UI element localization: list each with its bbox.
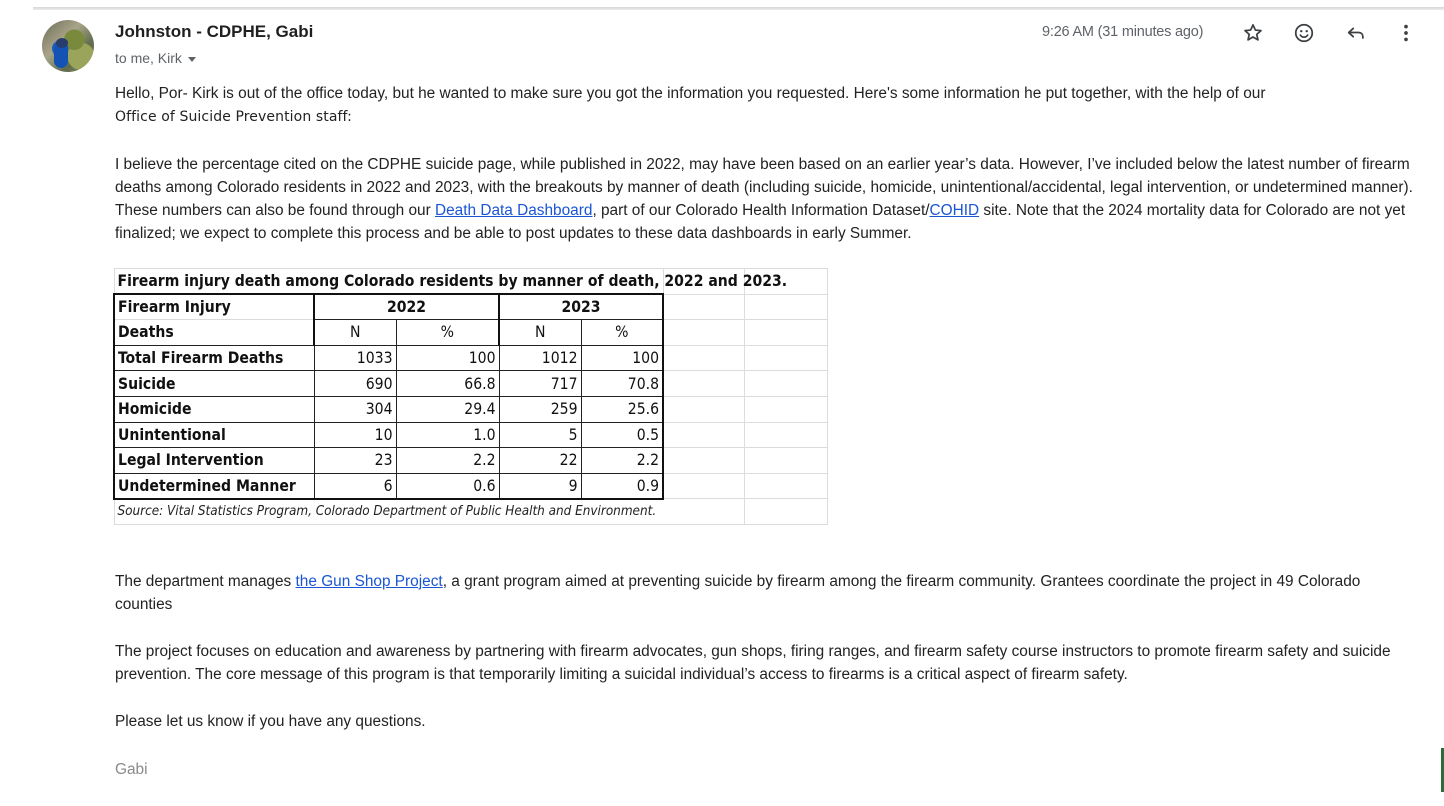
project-focus-paragraph: The project focuses on education and awareness by partnering with firearm advocates, gun shops, firing ranges, and firearm safety course instructors to promote firearm safety and suicide prevention. The core message of this program is that temporarily limiting a suicidal individual’s access to firearms is a critical aspect of firearm safety. [115,643,1391,683]
timestamp: 9:26 AM (31 minutes ago) [1042,24,1204,40]
table-row [114,473,827,499]
greeting-paragraph [115,82,1265,129]
cell-pct-2023: 100 [581,345,663,371]
paragraph-text: I believe the percentage cited on the CDPHE suicide page, while published in 2022, may have been based on an earlier year’s data. However, I’ve included below the latest number of firearm deaths among Colorado residents in 2022 and 2023, with the breakouts by manner of death (including suicide, homicide, unintentional/accidental, legal intervention, or undetermined manner). These numbers can also be found through our [115,156,1413,219]
paragraph-text: , part of our Colorado Health Information Dataset/ [592,202,930,219]
reply-icon [1345,22,1367,44]
cell-pct-2022: 100 [396,345,499,371]
more-vert-icon [1395,22,1417,44]
greeting-line-1: Hello, Por- Kirk is out of the office today, but he wanted to make sure you got the information you requested. Here's some information he put together, with the help of our [115,85,1266,102]
firearm-deaths-table [113,268,828,525]
empty-cell [744,294,827,320]
cell-n-2023: 1012 [499,345,581,371]
cell-pct-2023: 0.5 [581,422,663,448]
star-icon [1242,22,1264,44]
empty-cell [744,499,827,525]
table-row [114,371,827,397]
table-header-row-2 [114,320,827,346]
table-title: Firearm injury death among Colorado residents by manner of death, 2022 and 2023. [114,269,663,295]
cell-pct-2022: 66.8 [396,371,499,397]
empty-cell [744,396,827,422]
cell-n-2023: 717 [499,371,581,397]
gun-shop-project-link[interactable]: the Gun Shop Project [295,573,443,590]
empty-cell [744,320,827,346]
paragraph-text: site. Note that the 2024 mortality data for Colorado are not yet finalized; we expect to complete this process and be able to post updates to these data dashboards in early Summer. [115,202,1406,242]
cell-n-2023: 259 [499,396,581,422]
table-header-row-1 [114,294,827,320]
column-header-deaths: Deaths [114,320,314,346]
row-label: Homicide [114,396,314,422]
recipients-label: to me, Kirk [115,50,182,66]
cell-pct-2022: 0.6 [396,473,499,499]
empty-cell [744,371,827,397]
empty-cell [744,422,827,448]
empty-cell [663,473,744,499]
table-row [114,345,827,371]
row-label: Total Firearm Deaths [114,345,314,371]
column-header-label: Firearm Injury [114,294,314,320]
empty-cell [663,371,744,397]
empty-cell [663,320,744,346]
recipients-dropdown[interactable] [115,50,196,66]
column-header-2023: 2023 [499,294,663,320]
cell-n-2023: 9 [499,473,581,499]
sender-avatar[interactable] [42,20,94,72]
firearm-deaths-table-image [113,268,826,524]
row-label: Suicide [114,371,314,397]
row-label: Undetermined Manner [114,473,314,499]
cell-n-2022: 23 [314,448,396,474]
cell-n-2022: 304 [314,396,396,422]
empty-cell [663,422,744,448]
cell-n-2023: 22 [499,448,581,474]
column-header-pct-2022: % [396,320,499,346]
column-header-n-2023: N [499,320,581,346]
table-row [114,396,827,422]
cell-pct-2022: 1.0 [396,422,499,448]
death-data-dashboard-link[interactable]: Death Data Dashboard [435,202,593,219]
cohid-link[interactable]: COHID [929,202,980,219]
top-divider [33,7,1444,10]
cell-n-2023: 5 [499,422,581,448]
empty-cell [663,294,744,320]
empty-cell [744,448,827,474]
signature: Gabi [115,761,148,778]
more-options-button[interactable] [1393,20,1419,46]
row-label: Unintentional [114,422,314,448]
empty-cell [744,345,827,371]
column-header-pct-2023: % [581,320,663,346]
cell-n-2022: 6 [314,473,396,499]
add-reaction-button[interactable] [1291,20,1317,46]
table-row [114,422,827,448]
closing-paragraph: Please let us know if you have any questions. [115,713,426,730]
cell-pct-2023: 0.9 [581,473,663,499]
cell-pct-2022: 2.2 [396,448,499,474]
cell-pct-2023: 2.2 [581,448,663,474]
paragraph-text: , a grant program aimed at preventing suicide by firearm among the firearm community. Grantees coordinate the project in 49 Colorado counties [115,573,1361,613]
table-row [114,448,827,474]
empty-cell [663,396,744,422]
cell-n-2022: 1033 [314,345,396,371]
empty-cell [663,345,744,371]
reply-button[interactable] [1343,20,1369,46]
cell-n-2022: 690 [314,371,396,397]
sender-name[interactable]: Johnston - CDPHE, Gabi [115,22,314,41]
column-header-2022: 2022 [314,294,499,320]
chevron-down-icon [188,57,196,62]
greeting-line-2: Office of Suicide Prevention staff: [115,109,352,125]
data-explanation-paragraph [115,153,1415,245]
cell-pct-2022: 29.4 [396,396,499,422]
empty-cell [663,448,744,474]
table-source-row [114,499,827,525]
column-header-n-2022: N [314,320,396,346]
emoji-icon [1293,22,1315,44]
paragraph-text: The department manages [115,573,296,590]
avatar-peacock-head [56,38,68,48]
row-label: Legal Intervention [114,448,314,474]
cell-pct-2023: 70.8 [581,371,663,397]
empty-cell [744,473,827,499]
gun-shop-project-paragraph [115,570,1415,616]
table-title-row [114,269,827,295]
table-source-note: Source: Vital Statistics Program, Colorado Department of Public Health and Environment. [114,499,744,525]
cell-n-2022: 10 [314,422,396,448]
cell-pct-2023: 25.6 [581,396,663,422]
star-button[interactable] [1240,20,1266,46]
